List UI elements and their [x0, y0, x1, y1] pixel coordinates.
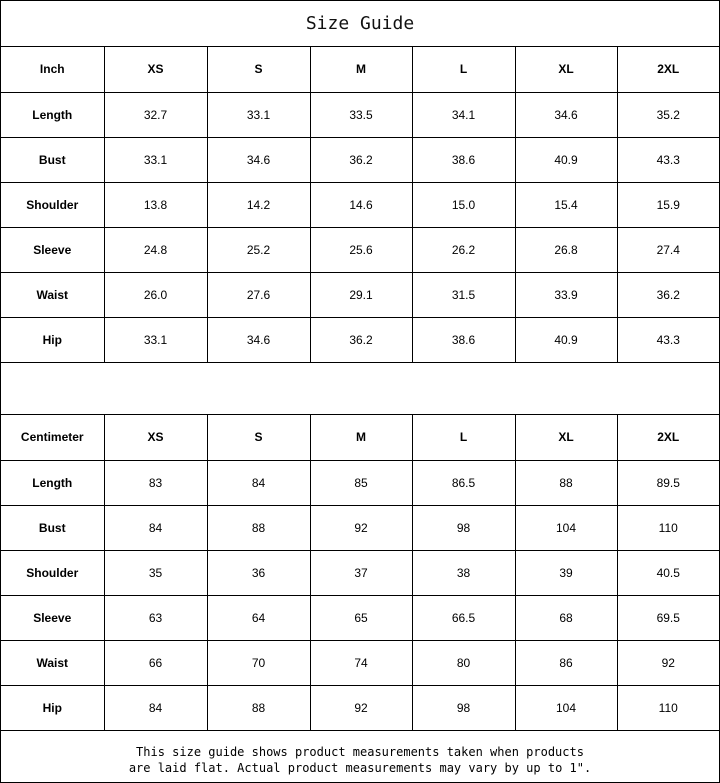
- measurement-value-cell: 25.2: [207, 227, 310, 272]
- measurement-label-cell: Sleeve: [1, 227, 104, 272]
- table-row: [1, 182, 719, 227]
- measurement-value-cell: 84: [104, 505, 207, 550]
- measurement-value-cell: 86.5: [412, 460, 515, 505]
- measurement-value-cell: 98: [412, 505, 515, 550]
- measurement-value-cell: 34.1: [412, 92, 515, 137]
- measurement-value-cell: 80: [412, 640, 515, 685]
- table-row: [1, 92, 719, 137]
- size-header-cell: M: [310, 47, 412, 92]
- measurement-value-cell: 25.6: [310, 227, 412, 272]
- unit-header-cell: Inch: [1, 47, 104, 92]
- measurement-value-cell: 24.8: [104, 227, 207, 272]
- measurement-label-cell: Bust: [1, 505, 104, 550]
- measurement-value-cell: 29.1: [310, 272, 412, 317]
- inch-size-table: [1, 47, 719, 363]
- measurement-value-cell: 34.6: [515, 92, 617, 137]
- measurement-value-cell: 34.6: [207, 317, 310, 362]
- measurement-value-cell: 14.2: [207, 182, 310, 227]
- measurement-value-cell: 38: [412, 550, 515, 595]
- measurement-value-cell: 31.5: [412, 272, 515, 317]
- table-row: [1, 227, 719, 272]
- measurement-value-cell: 64: [207, 595, 310, 640]
- measurement-label-cell: Length: [1, 460, 104, 505]
- measurement-value-cell: 36.2: [617, 272, 719, 317]
- measurement-value-cell: 26.0: [104, 272, 207, 317]
- measurement-value-cell: 33.1: [207, 92, 310, 137]
- measurement-label-cell: Shoulder: [1, 550, 104, 595]
- measurement-value-cell: 92: [310, 685, 412, 730]
- size-header-cell: XL: [515, 415, 617, 460]
- measurement-value-cell: 33.9: [515, 272, 617, 317]
- measurement-value-cell: 35: [104, 550, 207, 595]
- note-line-1: This size guide shows product measurements taken when products: [136, 744, 584, 759]
- table-row: [1, 550, 719, 595]
- measurement-value-cell: 33.1: [104, 317, 207, 362]
- measurement-value-cell: 32.7: [104, 92, 207, 137]
- measurement-value-cell: 69.5: [617, 595, 719, 640]
- measurement-label-cell: Waist: [1, 272, 104, 317]
- measurement-value-cell: 43.3: [617, 317, 719, 362]
- size-header-cell: S: [207, 47, 310, 92]
- table-row: [1, 317, 719, 362]
- measurement-value-cell: 34.6: [207, 137, 310, 182]
- measurement-value-cell: 84: [104, 685, 207, 730]
- measurement-value-cell: 65: [310, 595, 412, 640]
- size-header-cell: XL: [515, 47, 617, 92]
- measurement-label-cell: Length: [1, 92, 104, 137]
- table-row: [1, 505, 719, 550]
- measurement-note: [1, 737, 719, 782]
- measurement-value-cell: 110: [617, 685, 719, 730]
- measurement-value-cell: 26.2: [412, 227, 515, 272]
- measurement-value-cell: 74: [310, 640, 412, 685]
- measurement-value-cell: 14.6: [310, 182, 412, 227]
- unit-header-cell: Centimeter: [1, 415, 104, 460]
- measurement-label-cell: Hip: [1, 685, 104, 730]
- measurement-value-cell: 15.9: [617, 182, 719, 227]
- measurement-value-cell: 66: [104, 640, 207, 685]
- table-row: [1, 137, 719, 182]
- table-header-row: [1, 415, 719, 460]
- size-header-cell: M: [310, 415, 412, 460]
- measurement-value-cell: 85: [310, 460, 412, 505]
- measurement-label-cell: Shoulder: [1, 182, 104, 227]
- measurement-value-cell: 89.5: [617, 460, 719, 505]
- measurement-value-cell: 83: [104, 460, 207, 505]
- table-row: [1, 460, 719, 505]
- measurement-label-cell: Hip: [1, 317, 104, 362]
- measurement-value-cell: 27.4: [617, 227, 719, 272]
- measurement-value-cell: 40.9: [515, 137, 617, 182]
- size-header-cell: 2XL: [617, 47, 719, 92]
- measurement-value-cell: 86: [515, 640, 617, 685]
- measurement-value-cell: 70: [207, 640, 310, 685]
- measurement-value-cell: 88: [207, 505, 310, 550]
- measurement-value-cell: 39: [515, 550, 617, 595]
- measurement-value-cell: 38.6: [412, 317, 515, 362]
- measurement-value-cell: 40.9: [515, 317, 617, 362]
- measurement-label-cell: Waist: [1, 640, 104, 685]
- measurement-value-cell: 37: [310, 550, 412, 595]
- page-title: Size Guide: [1, 1, 719, 47]
- table-spacer: [1, 369, 719, 415]
- measurement-value-cell: 26.8: [515, 227, 617, 272]
- table-row: [1, 685, 719, 730]
- table-row: [1, 640, 719, 685]
- size-header-cell: XS: [104, 47, 207, 92]
- measurement-value-cell: 84: [207, 460, 310, 505]
- measurement-value-cell: 104: [515, 685, 617, 730]
- measurement-value-cell: 27.6: [207, 272, 310, 317]
- size-header-cell: 2XL: [617, 415, 719, 460]
- measurement-value-cell: 104: [515, 505, 617, 550]
- measurement-value-cell: 88: [207, 685, 310, 730]
- measurement-value-cell: 13.8: [104, 182, 207, 227]
- measurement-value-cell: 98: [412, 685, 515, 730]
- measurement-value-cell: 38.6: [412, 137, 515, 182]
- measurement-value-cell: 36: [207, 550, 310, 595]
- size-header-cell: L: [412, 47, 515, 92]
- measurement-value-cell: 110: [617, 505, 719, 550]
- measurement-label-cell: Bust: [1, 137, 104, 182]
- measurement-value-cell: 36.2: [310, 137, 412, 182]
- measurement-value-cell: 68: [515, 595, 617, 640]
- size-header-cell: L: [412, 415, 515, 460]
- measurement-value-cell: 63: [104, 595, 207, 640]
- size-header-cell: S: [207, 415, 310, 460]
- table-row: [1, 272, 719, 317]
- measurement-label-cell: Sleeve: [1, 595, 104, 640]
- measurement-value-cell: 92: [310, 505, 412, 550]
- measurement-value-cell: 88: [515, 460, 617, 505]
- measurement-value-cell: 43.3: [617, 137, 719, 182]
- measurement-value-cell: 35.2: [617, 92, 719, 137]
- centimeter-size-table: [1, 415, 719, 731]
- measurement-value-cell: 33.1: [104, 137, 207, 182]
- measurement-value-cell: 33.5: [310, 92, 412, 137]
- measurement-value-cell: 92: [617, 640, 719, 685]
- table-header-row: [1, 47, 719, 92]
- size-header-cell: XS: [104, 415, 207, 460]
- measurement-value-cell: 36.2: [310, 317, 412, 362]
- table-row: [1, 595, 719, 640]
- note-line-2: are laid flat. Actual product measurements may vary by up to 1".: [128, 760, 592, 775]
- measurement-value-cell: 66.5: [412, 595, 515, 640]
- measurement-value-cell: 15.0: [412, 182, 515, 227]
- measurement-value-cell: 40.5: [617, 550, 719, 595]
- measurement-value-cell: 15.4: [515, 182, 617, 227]
